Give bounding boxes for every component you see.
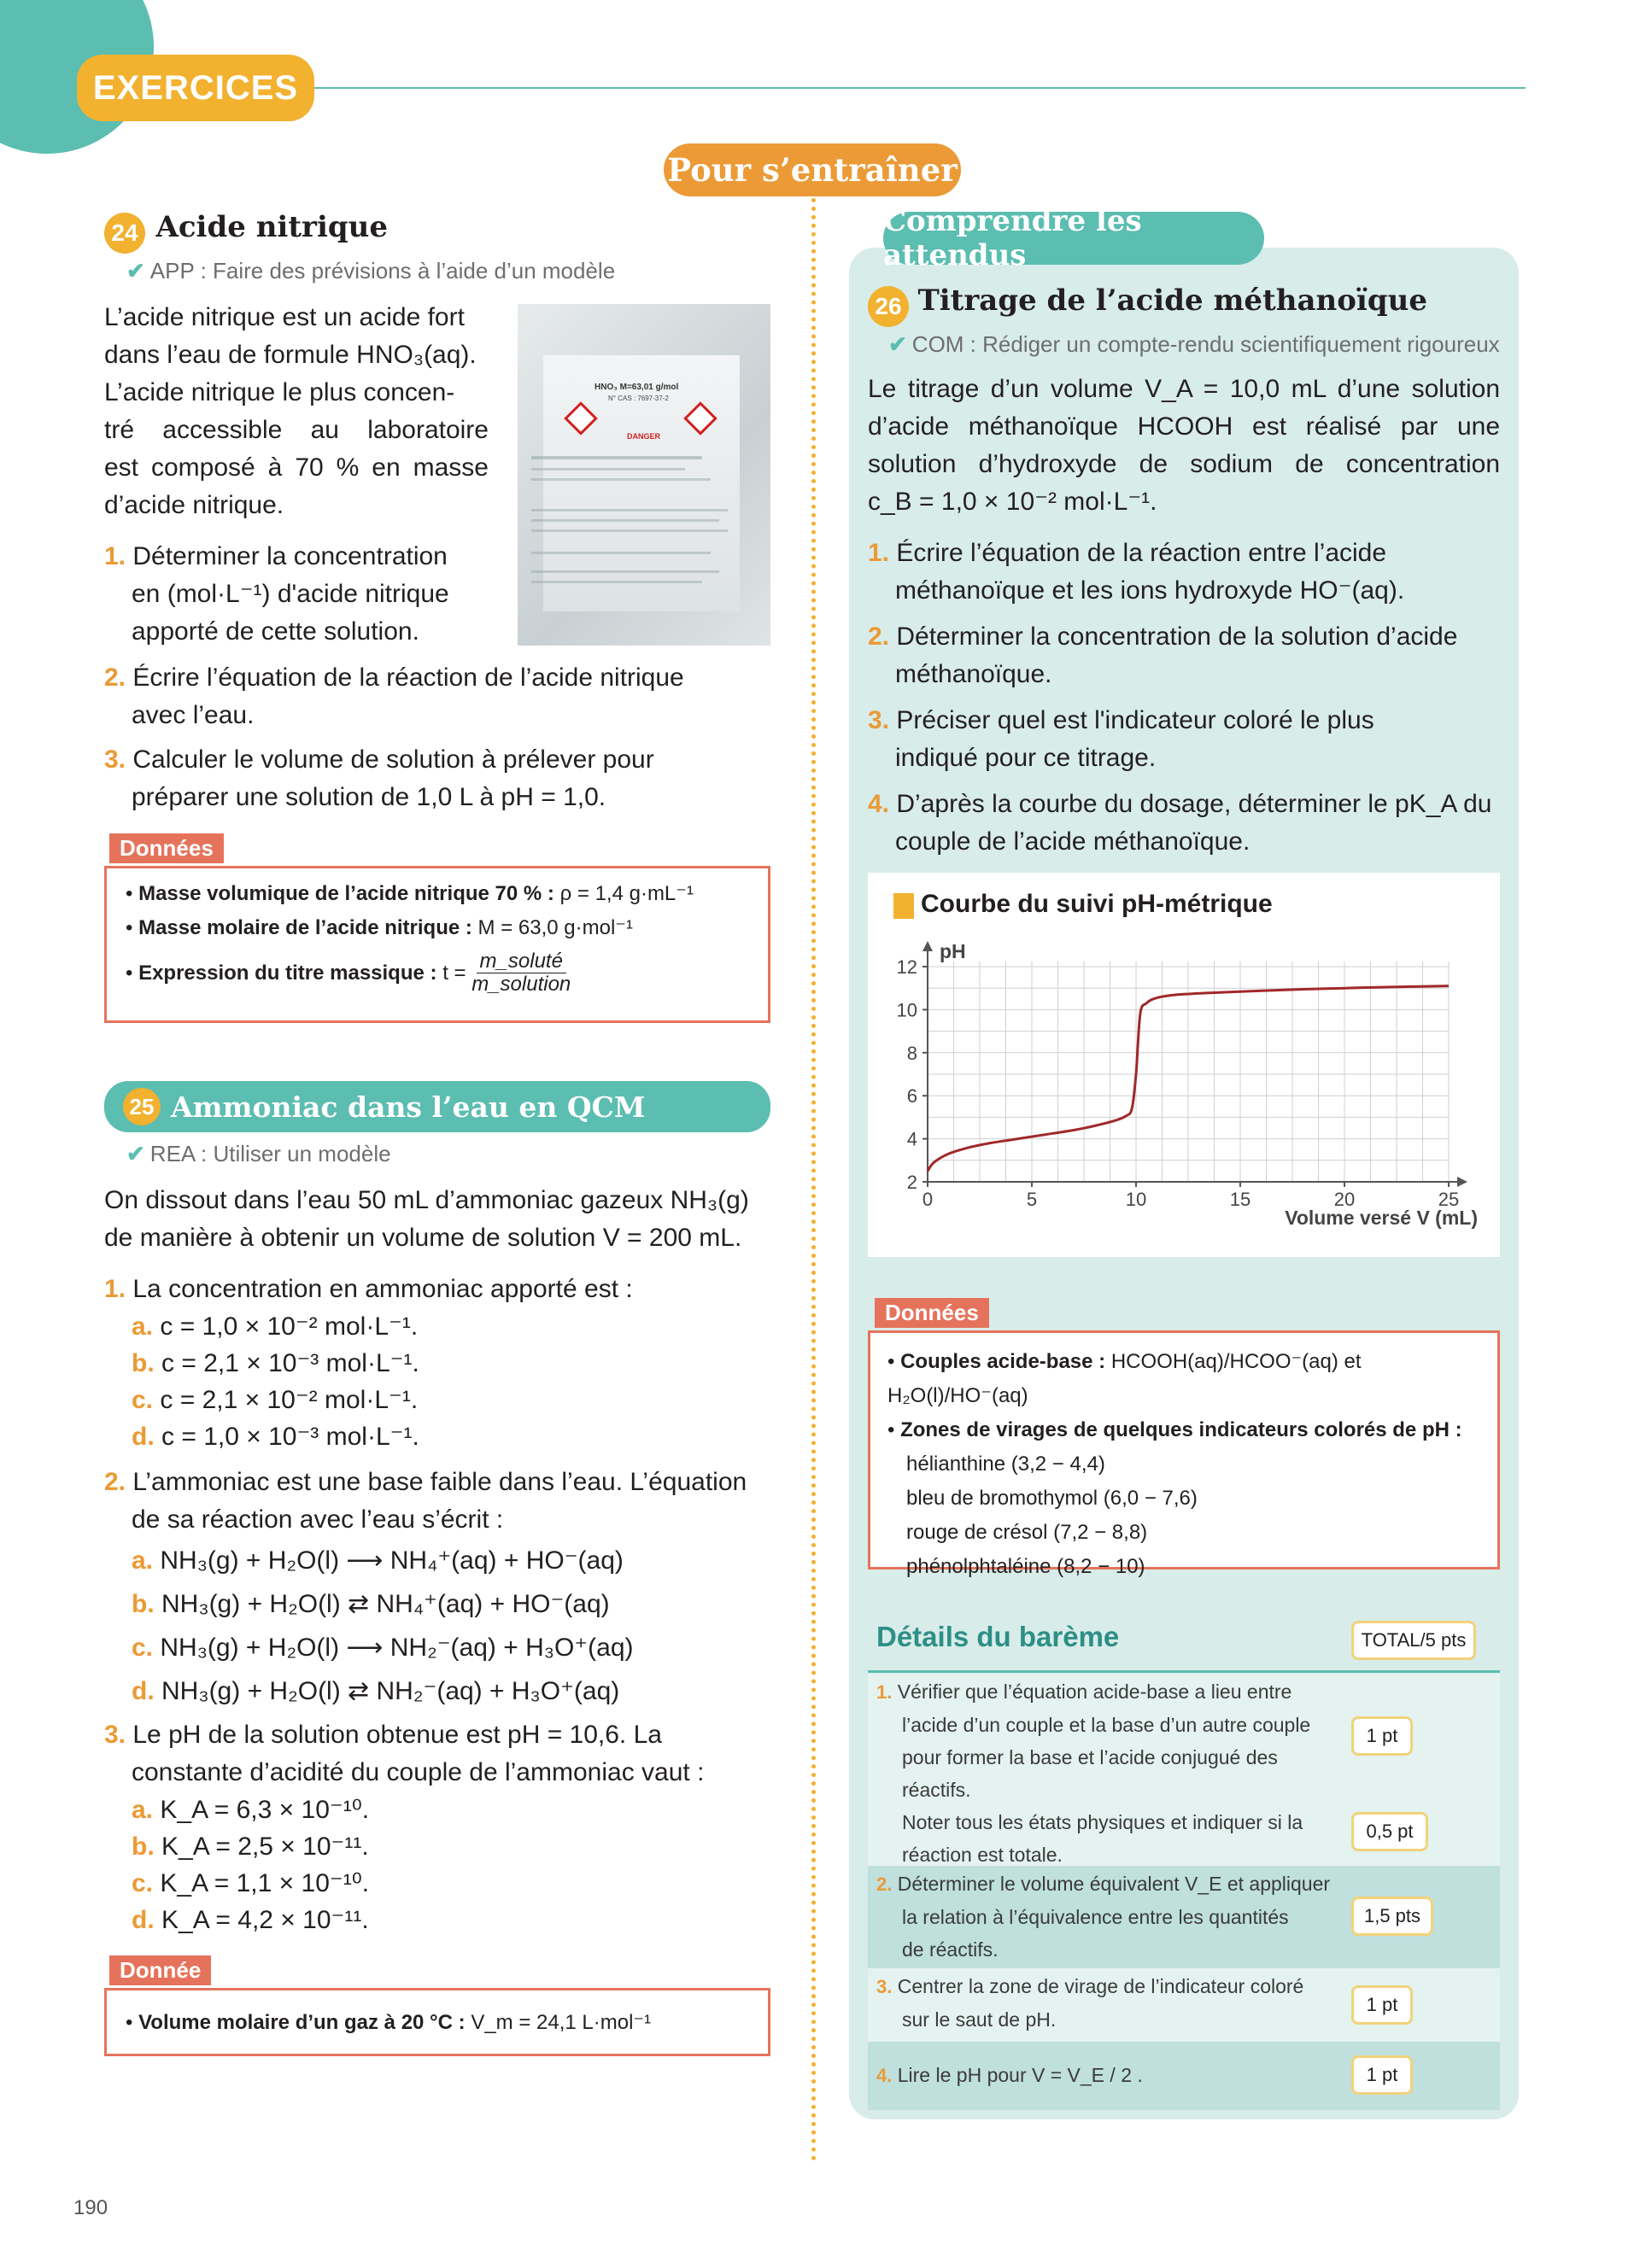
header-rule <box>314 87 1526 89</box>
x-axis-label: Volume versé V (mL) <box>1285 1207 1478 1229</box>
bareme-row-2: 2. Déterminer le volume équivalent V_E et appliquer la relation à l’équivalence entre les quantités de réactifs. 1,5 pts <box>868 1866 1500 1968</box>
page-number: 190 <box>73 2196 108 2219</box>
check-icon: ✔ <box>888 331 907 357</box>
exercices-tab: EXERCICES <box>77 55 314 121</box>
ex25-banner <box>104 1081 770 1132</box>
ex25-intro: On dissout dans l’eau 50 mL d’ammoniac gazeux NH₃(g) de manière à obtenir un volume de solution V = 200 mL. <box>104 1186 749 1252</box>
check-icon: ✔ <box>126 1141 145 1166</box>
indicator-item: phénolphtaléine (8,2 − 10) <box>906 1555 1145 1578</box>
points-3: 1 pt <box>1351 1985 1413 2025</box>
ex26-heading <box>868 284 1427 327</box>
ph-chart <box>868 873 1500 1257</box>
section-title: Pour s’entraîner <box>664 143 961 196</box>
ex25-questions: 1. La concentration en ammoniac apporté est : a. c = 1,0 × 10⁻² mol·L⁻¹. b. c = 2,1 × 10⁻³ mol·L⁻¹. c. c = 2,1 × 10⁻² mol·L⁻¹. d. c = 1,0 × 10⁻³ mol·L⁻¹. 2. L’ammoniac est une base faible dans l’eau. L’équation de sa réaction avec l’eau s’écrit : a. NH₃(g) + H₂O(l) ⟶ NH₄⁺(aq) + HO⁻(aq) b. NH₃(g) + H₂O(l) ⇄ NH₄⁺(aq) + HO⁻(aq) c. NH₃(g) + H₂O(l) ⟶ NH₂⁻(aq) + H₃O⁺(aq) d. NH₃(g) + H₂O(l) ⇄ NH₂⁻(aq) + H₃O⁺(aq) 3. Le pH de la solution obtenue est pH = 10,6. La constante d’acidité du couple de l’ammoniac vaut : a. K_A = 6,3 × 10⁻¹⁰. b. K_A = 2,5 × 10⁻¹¹. c. K_A = 1,1 × 10⁻¹⁰. d. K_A = 4,2 × 10⁻¹¹. <box>104 1275 747 1934</box>
x-tick-label: 25 <box>1438 1189 1460 1210</box>
y-tick-label: 6 <box>906 1085 917 1108</box>
x-tick-label: 0 <box>922 1189 934 1210</box>
bareme-row-1: 1. Vérifier que l’équation acide-base a lieu entre l’acide d’un couple et la base d’un autre couple pour former la base et l’acide conjugué des réactifs. Noter tous les états physiques et indiquer si la réaction est totale. 1 pt 0,5 pt <box>868 1674 1500 1866</box>
ex26-donnees-box: • Couples acide-base : HCOOH(aq)/HCOO⁻(aq) et H₂O(l)/HO⁻(aq) • Zones de virages de quelques indicateurs colorés de pH : hélianthine (3,2 − 4,4) bleu de bromothymol (6,0 − 7,6) rouge de crésol (7,2 − 8,8) phénolphtaléine (8,2 − 10) <box>868 1330 1500 1569</box>
y-axis-arrow <box>922 941 933 951</box>
y-tick-label: 8 <box>906 1042 917 1064</box>
ex26-donnees-tab: Données <box>875 1298 989 1328</box>
ex24-title: Acide nitrique <box>155 210 388 244</box>
ex24-data-molar-mass: • Masse molaire de l’acide nitrique : M = 63,0 g·mol⁻¹ <box>126 916 633 939</box>
ex24-number: 24 <box>104 213 145 254</box>
ex24-data-density: • Masse volumique de l’acide nitrique 70 % : ρ = 1,4 g·mL⁻¹ <box>126 882 694 905</box>
y-tick-label: 2 <box>906 1172 917 1193</box>
indicator-item: bleu de bromothymol (6,0 − 7,6) <box>906 1487 1198 1510</box>
ex25-donnee-box: • Volume molaire d’un gaz à 20 °C : V_m = 24,1 L·mol⁻¹ <box>104 1988 770 2056</box>
x-tick-label: 20 <box>1333 1189 1356 1210</box>
x-tick-label: 5 <box>1026 1189 1038 1210</box>
ex24-heading <box>104 210 388 254</box>
check-icon: ✔ <box>126 258 145 284</box>
points-2: 1,5 pts <box>1351 1897 1433 1936</box>
x-axis-arrow <box>1457 1177 1467 1187</box>
ex25-number: 25 <box>123 1088 161 1125</box>
chart-title: Courbe du suivi pH-métrique <box>921 890 1273 918</box>
ex24-q3: 3. Calculer le volume de solution à prélever pour préparer une solution de 1,0 L à pH = 1,0. <box>104 745 654 811</box>
ex24-data-titre: • Expression du titre massique : t = m_soluté m_solution <box>126 950 571 996</box>
ex26-skill: ✔ COM : Rédiger un compte-rendu scientifiquement rigoureux <box>888 331 1500 357</box>
ex26-intro: Le titrage d’un volume V_A = 10,0 mL d’une solution d’acide méthanoïque HCOOH est réalisé par une solution d’hydroxyde de sodium de concentration c_B = 1,0 × 10⁻² mol·L⁻¹. <box>868 375 1500 516</box>
points-1: 1 pt <box>1351 1716 1413 1756</box>
ex26-number: 26 <box>868 286 909 327</box>
ex26-questions: 1. Écrire l’équation de la réaction entre l’acide méthanoïque et les ions hydroxyde HO⁻(aq). 2. Déterminer la concentration de la solution d’acide méthanoïque. 3. Préciser quel est l'indicateur coloré le plus indiqué pour ce titrage. 4. D’après la courbe du dosage, déterminer le pK_A du couple de l’acide méthanoïque. <box>868 539 1492 856</box>
ex24-donnees-tab: Données <box>109 833 224 863</box>
y-axis-label: pH <box>940 940 966 962</box>
bareme-total: TOTAL/5 pts <box>1351 1621 1476 1660</box>
ex24-donnees-box <box>104 866 770 1023</box>
ex24-q2: 2. Écrire l’équation de la réaction de l’acide nitrique avec l’eau. <box>104 663 684 729</box>
ex24-intro: L’acide nitrique est un acide fort dans l’eau de formule HNO₃(aq). L’acide nitrique le plus concen- tré accessible au laboratoire est composé à 70 % en masse d’acide nitrique. <box>104 303 489 519</box>
x-tick-label: 15 <box>1229 1189 1251 1210</box>
indicator-item: rouge de crésol (7,2 − 8,8) <box>906 1521 1148 1544</box>
ex25-skill: ✔ REA : Utiliser un modèle <box>126 1141 391 1166</box>
comprendre-tab: Comprendre les attendus <box>883 212 1264 265</box>
y-tick-label: 12 <box>896 956 917 978</box>
nitric-acid-bottle-photo: HNO₃ M=63,01 g/mol N° CAS : 7697-37-2 DANGER <box>518 304 770 646</box>
ex24-q1: 1. Déterminer la concentration en (mol·L⁻¹) d'acide nitrique apporté de cette solution. <box>104 542 449 646</box>
y-tick-label: 4 <box>906 1128 917 1150</box>
y-tick-label: 10 <box>896 999 917 1021</box>
bareme-title: Détails du barème <box>876 1621 1120 1652</box>
ex24-skill: ✔ APP : Faire des prévisions à l’aide d’un modèle <box>126 258 616 284</box>
points-1b: 0,5 pt <box>1351 1812 1428 1851</box>
bareme-rule <box>868 1670 1500 1673</box>
bareme-row-3: 3. Centrer la zone de virage de l’indicateur coloré sur le saut de pH. 1 pt <box>868 1968 1500 2042</box>
column-divider <box>811 198 816 2162</box>
indicator-item: hélianthine (3,2 − 4,4) <box>906 1453 1105 1476</box>
ex26-title: Titrage de l’acide méthanoïque <box>917 284 1427 318</box>
x-tick-label: 10 <box>1125 1189 1147 1210</box>
ph-chart-card <box>868 873 1500 1257</box>
bareme-row-4: 4. Lire le pH pour V = V_E / 2 . 1 pt <box>868 2042 1500 2110</box>
ex25-title: Ammoniac dans l’eau en QCM <box>171 1090 646 1124</box>
points-4: 1 pt <box>1351 2055 1413 2095</box>
ex25-donnee-tab: Donnée <box>109 1955 211 1985</box>
